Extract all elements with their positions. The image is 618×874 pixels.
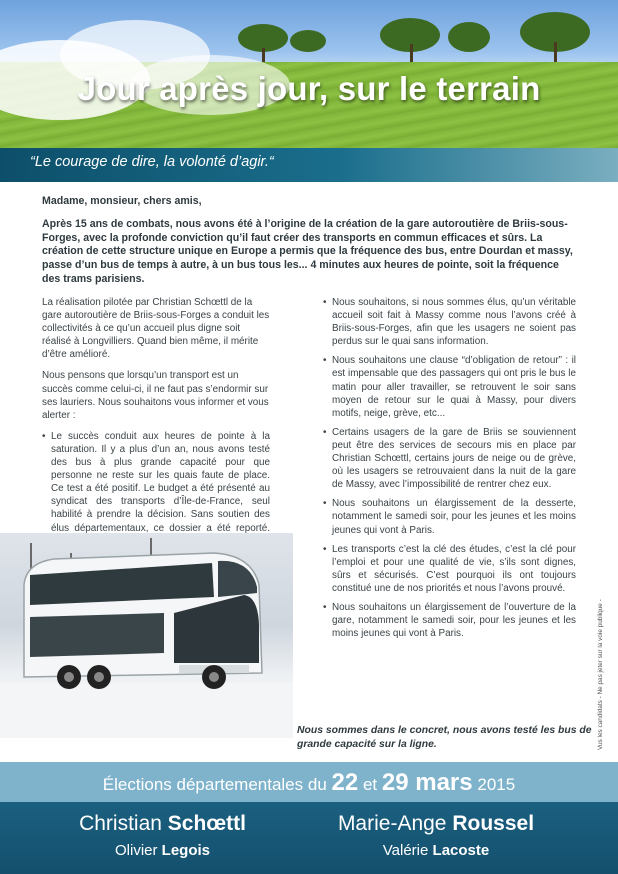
page-title: Jour après jour, sur le terrain	[77, 70, 541, 107]
photo-caption: Nous sommes dans le concret, nous avons testé les bus de grande capacité sur la ligne.	[297, 725, 592, 750]
left-paragraph-2: Nous pensons que lorsqu’un transport est un succès comme celui-ci, il ne faut pas s’endormir sur ses lauriers. Nous souhaitons vous informer et vous alerter :	[42, 370, 269, 421]
candidate-right-first: Marie-Ange	[337, 812, 447, 835]
tree-trunk	[554, 42, 557, 62]
substitute-left-last: Legois	[161, 842, 211, 859]
right-column	[323, 296, 576, 646]
header-banner	[0, 0, 618, 148]
election-dates	[0, 769, 618, 797]
left-paragraph-1: La réalisation pilotée par Christian Schœttl de la gare autoroutière de Briis-sous-Forges a conduit les collectivités à ce qu’un accueil plus digne soit réalisé à Longvilliers. Quand bien même, il mérite d’être amélioré.	[42, 297, 270, 361]
candidate-left-last: Schœttl	[167, 812, 246, 835]
candidate-left	[40, 812, 285, 859]
candidate-right	[302, 812, 570, 859]
election-day-1: 22	[331, 769, 359, 796]
quote-band	[0, 148, 618, 182]
right-bullet-3: • Certains usagers de la gare de Briis se souviennent peut être des services de secours mis en place par Christian Schœttl, certains jours de neige ou de grève, où les usagers se retrouvaient dans la nuit de la gare de Massy, avec l’impossibilité de rentrer chez eux.	[323, 426, 576, 491]
double-decker-bus-image	[14, 545, 264, 695]
right-bullet-5: • Les transports c’est la clé des études, c’est la clé pour l’emploi et pour une qualité de vie, s’ils sont dignes, sûrs et sécurisés. C’est pourquoi ils ont toujours constitué une de nos priorités et nous l’avons prouvé.	[323, 543, 576, 595]
intro-section	[42, 195, 578, 296]
election-day-2: 29 mars	[381, 769, 473, 796]
candidate-left-first: Christian	[79, 812, 162, 835]
right-bullet-4: • Nous souhaitons un élargissement de la desserte, notamment le samedi soir, pour les jeunes et les moins jeunes qui vont à Paris.	[323, 497, 576, 536]
legal-side-note-text: Vus les candidats - Ne pas jeter sur la voie publique -	[597, 599, 604, 750]
election-prefix: Élections départementales du	[102, 775, 327, 794]
candidates-band	[0, 802, 618, 874]
substitute-right-first: Valérie	[382, 842, 429, 859]
substitute-left-first: Olivier	[114, 842, 158, 859]
substitute-right-last: Lacoste	[432, 842, 490, 859]
right-bullet-6: • Nous souhaitons un élargissement de l’ouverture de la gare, notamment le samedi soir, pour les jeunes et les moins jeunes qui vont à Paris.	[323, 601, 576, 640]
election-and: et	[362, 775, 378, 794]
tree-trunk	[262, 48, 265, 62]
slogan-quote: “Le courage de dire, la volonté d’agir.“	[30, 154, 274, 170]
left-column	[42, 296, 270, 567]
right-bullet-1: • Nous souhaitons, si nous sommes élus, qu’un véritable accueil soit fait à Massy comme nous l’avons créé à Briis-sous-Forges, afin que les usagers ne soient pas perdus sur le quai sans information.	[323, 296, 576, 348]
intro-paragraph: Après 15 ans de combats, nous avons été à l’origine de la création de la gare autoroutière de Briis-sous-Forges, avec la profonde conviction qu’il faut créer des transports en commun efficaces et sûrs. La création de cette structure unique en Europe a permis que la fréquence des bus, entre Dourdan et massy, passe d’un bus de temps à autre, à un bus tous les... 4 minutes aux heures de pointe, soit la fréquence des trams parisiens.	[42, 217, 573, 285]
legal-side-note	[597, 580, 609, 750]
election-band	[0, 762, 618, 802]
tree	[448, 22, 490, 52]
tree-trunk	[410, 44, 413, 62]
candidate-right-last: Roussel	[452, 812, 535, 835]
greeting: Madame, monsieur, chers amis,	[42, 195, 202, 207]
tree	[290, 30, 326, 52]
left-bullet-1: • Le succès conduit aux heures de pointe à la saturation. Il y a plus d’un an, nous avons testé des bus à plus grande capacité pour que personne ne reste sur les quais faute de place. Ce test a été positif. Le budget a été présenté au syndicat des transports d’Île-de-France, seul habilité à prendre la décision. Sans soutien des élus départementaux, ce dossier a été reporté.	[42, 430, 270, 561]
election-year: 2015	[477, 775, 516, 794]
right-bullet-2: • Nous souhaitons une clause “d’obligation de retour” : il est impensable que des passagers qui ont pris le bus le matin pour aller travailler, se retrouvent le soir sans moyen de retour sur le quai à Massy, pour divers motifs, neige, grève, etc...	[323, 354, 576, 419]
